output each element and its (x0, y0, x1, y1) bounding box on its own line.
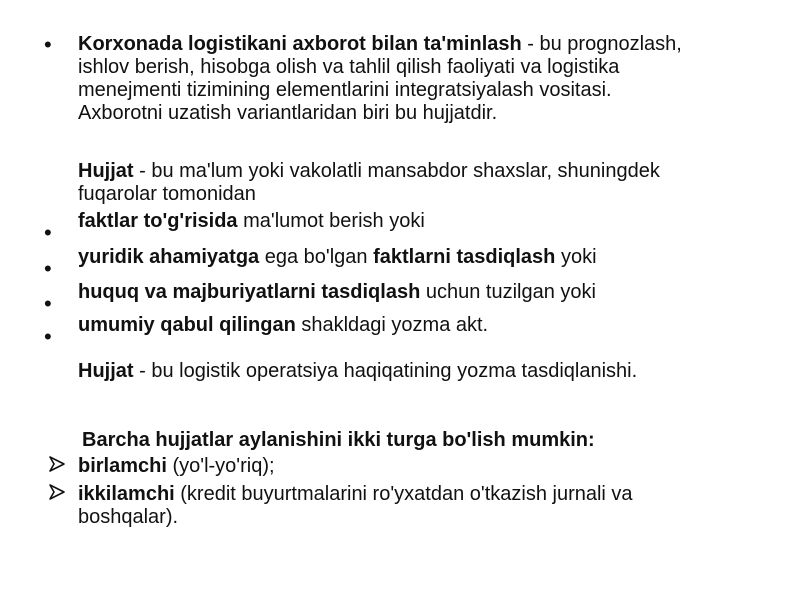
hujjat-logistic-bold: Hujjat (78, 360, 134, 382)
arrow-right-outline-icon (48, 483, 66, 501)
bullet-icon: • (44, 32, 52, 57)
list-item-text: ma'lumot berish yoki (237, 210, 425, 232)
hujjat-def-line-2: fuqarolar tomonidan (78, 183, 256, 205)
intro-line-3: menejmenti tizimining elementlarini integratsiyalash vositasi. (78, 79, 612, 101)
classification-item-bold: birlamchi (78, 455, 167, 477)
list-item-text: yoki (555, 246, 597, 268)
classification-item (78, 455, 778, 477)
list-item-bold: faktlar to'g'risida (78, 210, 238, 232)
list-item-text: uchun tuzilgan yoki (420, 281, 596, 303)
list-item (78, 210, 778, 232)
list-item (78, 314, 778, 336)
bullet-icon: • (44, 291, 52, 316)
hujjat-def-rest: - bu ma'lum yoki vakolatli mansabdor shaxslar, shuningdek (133, 160, 660, 182)
classification-heading: Barcha hujjatlar aylanishini ikki turga bo'lish mumkin: (82, 429, 595, 451)
classification-item-line-2: boshqalar). (78, 506, 179, 528)
intro-line-2: ishlov berish, hisobga olish va tahlil qilish faoliyati va logistika (78, 56, 620, 78)
hujjat-def-bold: Hujjat (78, 160, 134, 182)
bullet-icon: • (44, 220, 52, 245)
intro-line1-rest: - bu prognozlash, (521, 33, 682, 55)
list-item-bold: huquq va majburiyatlarni tasdiqlash (78, 281, 421, 303)
list-item-text: shakldagi yozma akt. (295, 314, 489, 336)
list-item-bold: yuridik ahamiyatga (78, 246, 260, 268)
intro-line-1 (78, 33, 778, 55)
intro-line-4: Axborotni uzatish variantlaridan biri bu hujjatdir. (78, 102, 498, 124)
bullet-icon: • (44, 256, 52, 281)
list-item-bold: faktlarni tasdiqlash (373, 246, 556, 268)
classification-item (78, 483, 778, 505)
list-item-bold: umumiy qabul qilingan (78, 314, 296, 336)
hujjat-def-line-1 (78, 160, 778, 182)
bullet-icon: • (44, 324, 52, 349)
intro-bold: Korxonada logistikani axborot bilan ta'minlash (78, 33, 522, 55)
hujjat-logistic-rest: - bu logistik operatsiya haqiqatining yozma tasdiqlanishi. (133, 360, 638, 382)
classification-item-bold: ikkilamchi (78, 483, 175, 505)
list-item (78, 246, 778, 268)
list-item-text: ega bo'lgan (259, 246, 374, 268)
classification-item-text: (yo'l-yo'riq); (166, 455, 275, 477)
list-item (78, 281, 778, 303)
classification-item-text: (kredit buyurtmalarini ro'yxatdan o'tkazish jurnali va (174, 483, 633, 505)
arrow-right-outline-icon (48, 455, 66, 473)
hujjat-logistic-line (78, 360, 778, 382)
